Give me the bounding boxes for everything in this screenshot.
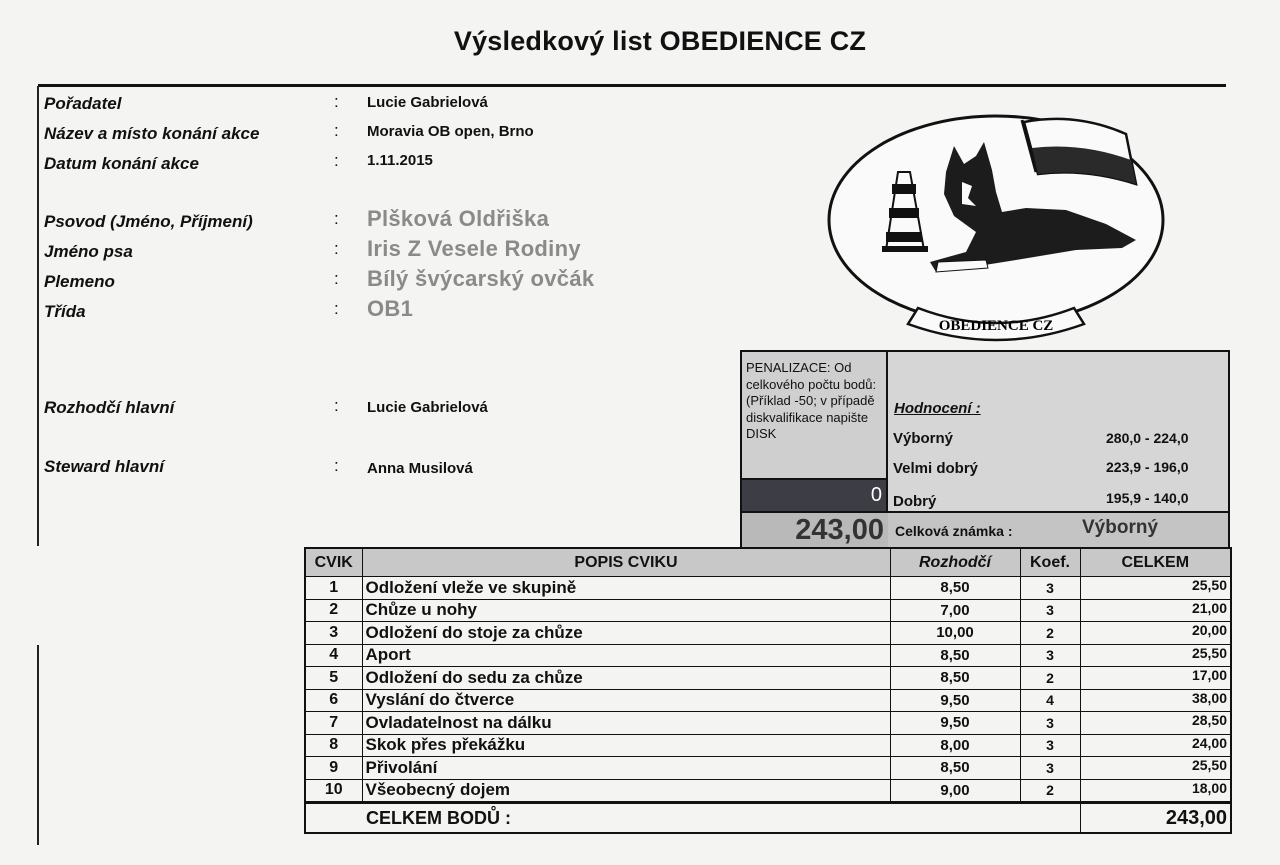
logo-text: OBEDIENCE CZ — [938, 318, 1054, 334]
grading-title: Hodnocení : — [894, 400, 981, 417]
koef: 3 — [1020, 734, 1080, 757]
judge-score[interactable]: 9,50 — [890, 712, 1020, 735]
table-row — [305, 622, 1231, 645]
judge-score[interactable]: 9,50 — [890, 689, 1020, 712]
exercise-desc: Odložení do stoje za chůze — [362, 622, 890, 645]
koef: 2 — [1020, 622, 1080, 645]
col-header-total: CELKEM — [1080, 548, 1231, 577]
organizer-label: Pořadatel — [44, 94, 122, 113]
judge-score[interactable]: 8,00 — [890, 734, 1020, 757]
exercise-num: 10 — [305, 779, 362, 803]
judge-label: Rozhodčí hlavní — [44, 398, 175, 417]
exercise-num: 8 — [305, 734, 362, 757]
breed-label: Plemeno — [44, 272, 115, 291]
exercise-num: 7 — [305, 712, 362, 735]
exercise-total: 28,50 — [1080, 712, 1231, 735]
col-header-desc: POPIS CVIKU — [362, 548, 890, 577]
judge-value: Lucie Gabrielová — [367, 399, 488, 416]
table-header-row — [305, 548, 1231, 577]
table-row — [305, 599, 1231, 622]
total-points-value: 243,00 — [740, 513, 888, 547]
exercise-total: 18,00 — [1080, 779, 1231, 803]
judge-score[interactable]: 7,00 — [890, 599, 1020, 622]
colon: : — [334, 209, 339, 228]
colon: : — [334, 151, 339, 170]
exercise-desc: Všeobecný dojem — [362, 779, 890, 803]
class-value: OB1 — [367, 296, 414, 321]
judge-score[interactable]: 8,50 — [890, 667, 1020, 690]
grade-range: 195,9 - 140,0 — [1106, 490, 1189, 506]
exercise-total: 21,00 — [1080, 599, 1231, 622]
total-label: CELKEM BODŮ : — [305, 803, 1080, 834]
exercise-total: 20,00 — [1080, 622, 1231, 645]
event-name-label: Název a místo konání akce — [44, 124, 260, 143]
exercise-total: 38,00 — [1080, 689, 1231, 712]
exercise-num: 3 — [305, 622, 362, 645]
handler-label: Psovod (Jméno, Příjmení) — [44, 212, 253, 231]
divider — [38, 84, 1226, 87]
judge-score[interactable]: 8,50 — [890, 577, 1020, 600]
steward-label: Steward hlavní — [44, 457, 164, 476]
koef: 3 — [1020, 577, 1080, 600]
exercise-total: 24,00 — [1080, 734, 1231, 757]
colon: : — [334, 299, 339, 318]
divider — [37, 645, 39, 845]
col-header-num: CVIK — [305, 548, 362, 577]
dog-name-value: Iris Z Vesele Rodiny — [367, 236, 581, 261]
page-title: Výsledkový list OBEDIENCE CZ — [453, 26, 867, 56]
exercise-desc: Vyslání do čtverce — [362, 689, 890, 712]
koef: 4 — [1020, 689, 1080, 712]
koef: 3 — [1020, 757, 1080, 780]
exercise-total: 17,00 — [1080, 667, 1231, 690]
koef: 3 — [1020, 712, 1080, 735]
exercise-desc: Skok přes překážku — [362, 734, 890, 757]
total-value: 243,00 — [1080, 803, 1231, 834]
class-label: Třída — [44, 302, 86, 321]
colon: : — [334, 396, 339, 415]
breed-value: Bílý švýcarský ovčák — [367, 266, 595, 291]
organizer-value: Lucie Gabrielová — [367, 94, 488, 111]
judge-score[interactable]: 8,50 — [890, 644, 1020, 667]
koef: 3 — [1020, 644, 1080, 667]
colon: : — [334, 121, 339, 140]
overall-grade-value: Výborný — [1082, 517, 1159, 538]
table-row — [305, 757, 1231, 780]
exercise-num: 4 — [305, 644, 362, 667]
koef: 2 — [1020, 667, 1080, 690]
judge-score[interactable]: 10,00 — [890, 622, 1020, 645]
col-header-koef: Koef. — [1020, 548, 1080, 577]
grade-name: Dobrý — [893, 493, 937, 510]
divider — [37, 86, 39, 546]
obedience-logo-icon — [826, 112, 1170, 348]
col-header-judge: Rozhodčí — [890, 548, 1020, 577]
exercise-table — [304, 547, 1232, 834]
exercise-desc: Ovladatelnost na dálku — [362, 712, 890, 735]
table-row — [305, 779, 1231, 803]
koef: 2 — [1020, 779, 1080, 803]
colon: : — [334, 456, 339, 475]
exercise-num: 5 — [305, 667, 362, 690]
total-row — [305, 803, 1231, 834]
penalty-note: PENALIZACE: Od celkového počtu bodů: (Příklad -50; v případě diskvalifikace napište DISK — [740, 350, 888, 480]
grade-name: Velmi dobrý — [893, 460, 979, 477]
exercise-total: 25,50 — [1080, 577, 1231, 600]
colon: : — [334, 269, 339, 288]
penalty-value[interactable]: 0 — [740, 480, 888, 513]
colon: : — [334, 92, 339, 111]
table-row — [305, 712, 1231, 735]
table-row — [305, 734, 1231, 757]
table-row — [305, 577, 1231, 600]
table-row — [305, 667, 1231, 690]
table-row — [305, 644, 1231, 667]
exercise-total: 25,50 — [1080, 757, 1231, 780]
grade-range: 223,9 - 196,0 — [1106, 459, 1189, 475]
judge-score[interactable]: 8,50 — [890, 757, 1020, 780]
table-row — [305, 689, 1231, 712]
exercise-num: 9 — [305, 757, 362, 780]
exercise-num: 6 — [305, 689, 362, 712]
grade-range: 280,0 - 224,0 — [1106, 430, 1189, 446]
colon: : — [334, 239, 339, 258]
dog-name-label: Jméno psa — [44, 242, 133, 261]
handler-value: Plšková Oldřiška — [367, 206, 550, 231]
judge-score[interactable]: 9,00 — [890, 779, 1020, 803]
event-date-value: 1.11.2015 — [367, 152, 433, 169]
exercise-desc: Odložení vleže ve skupině — [362, 577, 890, 600]
grade-name: Výborný — [893, 430, 954, 447]
exercise-num: 2 — [305, 599, 362, 622]
steward-value: Anna Musilová — [367, 460, 473, 477]
overall-grade-label: Celková známka : — [895, 523, 1013, 539]
exercise-desc: Odložení do sedu za chůze — [362, 667, 890, 690]
koef: 3 — [1020, 599, 1080, 622]
exercise-desc: Chůze u nohy — [362, 599, 890, 622]
exercise-num: 1 — [305, 577, 362, 600]
exercise-total: 25,50 — [1080, 644, 1231, 667]
exercise-desc: Přivolání — [362, 757, 890, 780]
exercise-desc: Aport — [362, 644, 890, 667]
event-name-value: Moravia OB open, Brno — [367, 123, 534, 140]
event-date-label: Datum konání akce — [44, 154, 199, 173]
